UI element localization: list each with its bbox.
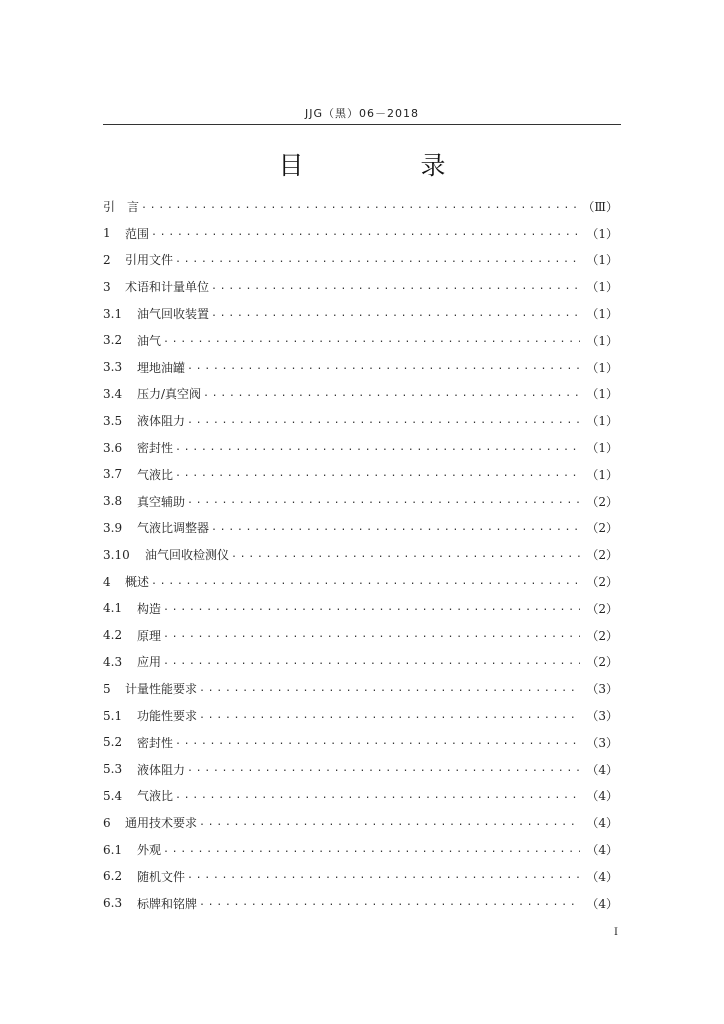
toc-label: 油气回收装置 [137, 307, 210, 322]
toc-entry[interactable] [103, 488, 618, 515]
toc-entry[interactable] [103, 863, 618, 890]
toc-entry[interactable] [103, 273, 618, 300]
toc-page: （1） [586, 253, 618, 268]
toc-entry[interactable] [103, 300, 618, 327]
toc-leader [151, 227, 580, 239]
toc-number: 4.2 [103, 628, 123, 643]
toc-leader [163, 656, 580, 668]
toc-label: 外观 [137, 843, 162, 858]
toc-number: 6.1 [103, 842, 123, 857]
toc-number: 5.3 [103, 762, 123, 777]
toc-number: 6 [103, 815, 111, 830]
toc-leader [187, 361, 580, 373]
toc-number: 6.2 [103, 869, 123, 884]
toc-entry[interactable] [103, 434, 618, 461]
toc-label: 密封性 [137, 735, 174, 750]
toc-number: 4 [103, 574, 111, 589]
toc-entry[interactable] [103, 461, 618, 488]
toc-page: （2） [586, 575, 618, 590]
toc-label: 液体阻力 [137, 762, 186, 777]
toc-label: 引用文件 [125, 253, 174, 268]
toc-leader [175, 790, 580, 802]
toc-entry[interactable] [103, 407, 618, 434]
toc-entry[interactable] [103, 675, 618, 702]
toc-leader [199, 817, 580, 829]
toc-label: 密封性 [137, 441, 174, 456]
toc-entry[interactable] [103, 702, 618, 729]
toc-entry[interactable] [103, 836, 618, 863]
toc-page: （4） [586, 896, 618, 911]
toc-leader [141, 200, 576, 212]
running-header: JJG（黑）06－2018 [304, 107, 419, 120]
toc-label: 概述 [125, 575, 150, 590]
toc-number: 3 [103, 279, 111, 294]
toc-page: （1） [586, 414, 618, 429]
toc-page: （2） [586, 494, 618, 509]
toc-page: （4） [586, 789, 618, 804]
toc-entry[interactable] [103, 756, 618, 783]
toc-entry[interactable] [103, 890, 618, 917]
toc-label: 范围 [125, 226, 150, 241]
toc-entry[interactable] [103, 568, 618, 595]
toc-label: 通用技术要求 [125, 816, 198, 831]
toc-number: 4.3 [103, 654, 123, 669]
toc-label: 真空辅助 [137, 494, 186, 509]
toc-entry[interactable] [103, 649, 618, 676]
toc-page: （2） [586, 548, 618, 563]
toc-entry[interactable] [103, 354, 618, 381]
toc-number: 3.2 [103, 333, 123, 348]
toc-number: 3.9 [103, 520, 123, 535]
toc-page: （1） [586, 333, 618, 348]
toc-entry[interactable] [103, 220, 618, 247]
toc-page: （2） [586, 628, 618, 643]
toc-entry[interactable] [103, 381, 618, 408]
toc-label: 原理 [137, 628, 162, 643]
toc-label: 随机文件 [137, 869, 186, 884]
page-title: 目 录 [278, 151, 492, 180]
toc-page: （1） [586, 467, 618, 482]
toc-leader [175, 736, 580, 748]
toc-leader [199, 897, 580, 909]
toc-leader [175, 442, 580, 454]
toc-label: 油气回收检测仪 [145, 548, 230, 563]
toc-leader [175, 468, 580, 480]
toc-page: （4） [586, 762, 618, 777]
toc-leader [187, 495, 580, 507]
toc-label: 气液比调整器 [137, 521, 210, 536]
toc-page: （1） [586, 226, 618, 241]
header-rule [103, 124, 621, 125]
toc-page: （4） [586, 869, 618, 884]
toc-leader [163, 602, 580, 614]
toc-number: 5.2 [103, 735, 123, 750]
toc-number: 3.8 [103, 494, 123, 509]
toc-leader [187, 415, 580, 427]
toc-leader [151, 576, 580, 588]
toc-entry[interactable] [103, 622, 618, 649]
toc-page: （3） [586, 682, 618, 697]
toc-leader [199, 710, 580, 722]
toc-label: 引 言 [103, 199, 140, 214]
toc-label: 压力/真空阀 [137, 387, 202, 402]
toc-page: （2） [586, 655, 618, 670]
toc-number: 6.3 [103, 896, 123, 911]
toc-page: （4） [586, 843, 618, 858]
toc-number: 3.7 [103, 467, 123, 482]
toc-entry[interactable] [103, 783, 618, 810]
toc-label: 构造 [137, 601, 162, 616]
toc-entry[interactable] [103, 809, 618, 836]
toc-entry[interactable] [103, 193, 618, 220]
toc-label: 液体阻力 [137, 414, 186, 429]
toc-label: 油气 [137, 333, 162, 348]
toc-entry[interactable] [103, 515, 618, 542]
toc-page: （1） [586, 280, 618, 295]
toc-entry[interactable] [103, 729, 618, 756]
toc-label: 术语和计量单位 [125, 280, 210, 295]
toc-leader [231, 549, 580, 561]
toc-page: （4） [586, 816, 618, 831]
toc-page: （1） [586, 387, 618, 402]
toc-number: 3.5 [103, 413, 123, 428]
toc-leader [163, 629, 580, 641]
toc-label: 标牌和铭牌 [137, 896, 198, 911]
table-of-contents [103, 193, 618, 917]
toc-entry[interactable] [103, 541, 618, 568]
toc-number: 1 [103, 226, 111, 241]
toc-leader [211, 281, 580, 293]
toc-leader [211, 308, 580, 320]
toc-number: 3.10 [103, 547, 130, 562]
toc-page: （2） [586, 601, 618, 616]
toc-page: （1） [586, 441, 618, 456]
toc-page: （3） [586, 735, 618, 750]
toc-leader [203, 388, 580, 400]
toc-entry[interactable] [103, 327, 618, 354]
toc-page: （1） [586, 307, 618, 322]
toc-number: 5.4 [103, 788, 123, 803]
toc-number: 2 [103, 252, 111, 267]
toc-number: 3.4 [103, 386, 123, 401]
toc-page: （Ⅲ） [582, 199, 618, 214]
toc-number: 4.1 [103, 601, 123, 616]
toc-leader [163, 334, 580, 346]
toc-number: 3.3 [103, 360, 123, 375]
toc-number: 5.1 [103, 708, 123, 723]
toc-page: （1） [586, 360, 618, 375]
toc-label: 埋地油罐 [137, 360, 186, 375]
toc-label: 气液比 [137, 789, 174, 804]
toc-leader [175, 254, 580, 266]
toc-page: （3） [586, 709, 618, 724]
toc-leader [199, 683, 580, 695]
page-number: Ⅰ [614, 927, 618, 938]
toc-page: （2） [586, 521, 618, 536]
toc-leader [187, 763, 580, 775]
toc-label: 计量性能要求 [125, 682, 198, 697]
toc-number: 5 [103, 681, 111, 696]
toc-number: 3.1 [103, 306, 123, 321]
toc-label: 应用 [137, 655, 162, 670]
toc-entry[interactable] [103, 595, 618, 622]
toc-label: 功能性要求 [137, 709, 198, 724]
toc-number: 3.6 [103, 440, 123, 455]
toc-entry[interactable] [103, 247, 618, 274]
toc-leader [187, 870, 580, 882]
toc-leader [163, 844, 580, 856]
toc-label: 气液比 [137, 467, 174, 482]
toc-leader [211, 522, 580, 534]
